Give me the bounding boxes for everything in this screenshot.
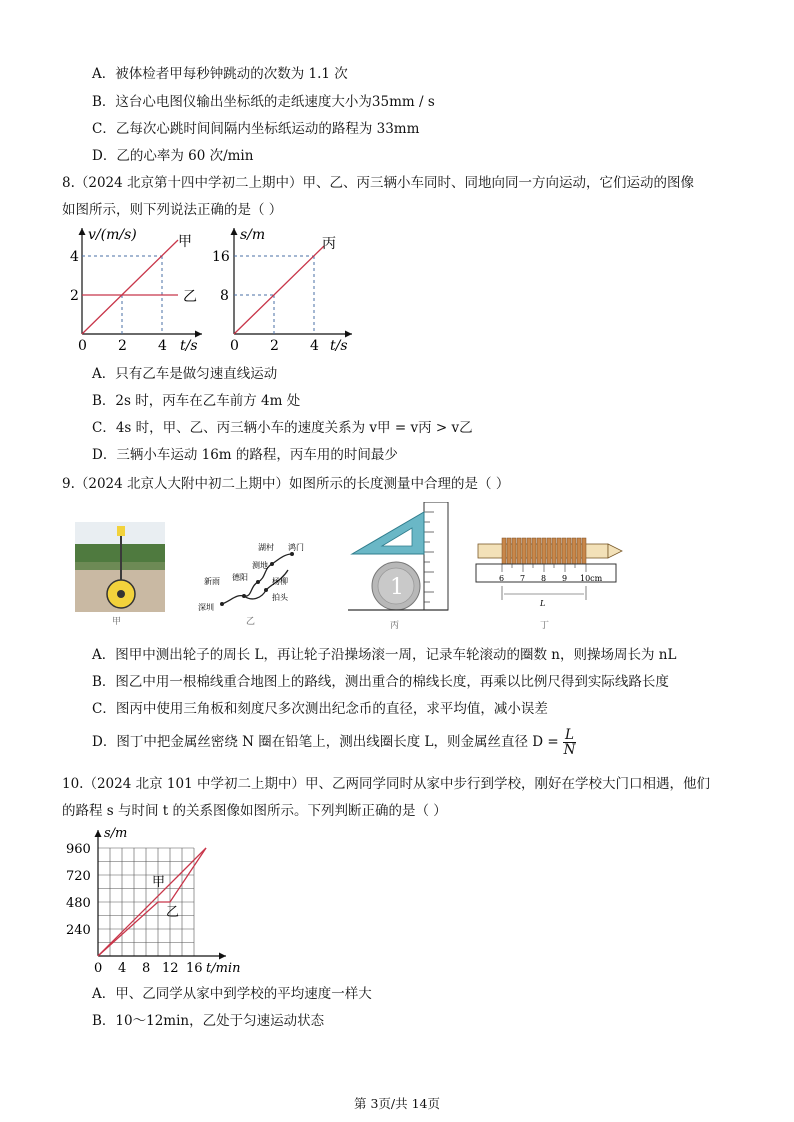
vt-xtick-4: 4 (158, 338, 167, 354)
map-label-7: 深圳 (198, 603, 214, 612)
vt-jia-label: 甲 (178, 234, 192, 250)
fraction-numerator: L (565, 727, 574, 743)
q9-option-c: C．图丙中使用三角板和刻度尺多次测出纪念币的直径，求平均值，减小误差 (92, 701, 548, 717)
map-label-8: 拍头 (272, 593, 288, 602)
q9-fig-bing (348, 502, 458, 614)
ruler-tick-7: 7 (520, 574, 526, 583)
map-label-6: 杨柳 (272, 577, 288, 586)
q8-option-a: A．只有乙车是做匀速直线运动 (92, 366, 278, 382)
vt-line-jia (82, 240, 178, 334)
q8-st-graph (210, 222, 360, 357)
q10-st-graph (66, 824, 251, 976)
ruler-tick-10: 10cm (580, 574, 603, 583)
q10-xtick-0: 0 (94, 961, 103, 976)
q9-fig-ding (472, 530, 624, 610)
q10-option-b: B．10～12min，乙处于匀速运动状态 (92, 1013, 325, 1029)
q10-xtick-8: 8 (142, 961, 151, 976)
q8-option-c: C．4s 时，甲、乙、丙三辆小车的速度关系为 v甲 = v丙 > v乙 (92, 420, 473, 436)
map-label-2: 鸿门 (288, 543, 304, 552)
vt-xtick-2: 2 (118, 338, 127, 354)
q7-option-a: A．被体检者甲每秒钟跳动的次数为 1.1 次 (92, 66, 348, 82)
q9-fig-jia-photo (75, 522, 165, 612)
ruler-L: L (540, 599, 546, 608)
vt-ytick-2: 2 (70, 288, 79, 304)
ruler-tick-9: 9 (562, 574, 568, 583)
vt-xlabel: t/s (180, 338, 198, 354)
fraction-denominator: N (563, 742, 576, 758)
st-xtick-4: 4 (310, 338, 319, 354)
q9-option-b: B．图乙中用一根棉线重合地图上的路线，测出重合的棉线长度，再乘以比例尺得到实际线路长度 (92, 674, 669, 690)
q8-option-b: B．2s 时，丙车在乙车前方 4m 处 (92, 393, 301, 409)
map-label-5: 新雨 (204, 577, 220, 586)
ruler-tick-8: 8 (541, 574, 547, 583)
st-ylabel: s/m (240, 227, 266, 243)
q9-option-a: A．图甲中测出轮子的周长 L，再让轮子沿操场滚一周，记录车轮滚动的圈数 n，则操场周长为 nL (92, 647, 677, 663)
q8-vt-graph (70, 222, 210, 357)
map-label-3: 测地 (252, 561, 268, 570)
q9-label-bing: 丙 (390, 621, 400, 631)
q8-stem-line1: 8.（2024 北京第十四中学初二上期中）甲、乙、丙三辆小车同时、同地向同一方向运动，它们运动的图像 (62, 175, 695, 191)
q8-stem-line2: 如图所示，则下列说法正确的是（ ） (62, 202, 283, 218)
q9-fig-yi-map (192, 540, 317, 618)
st-line-bing (234, 246, 324, 334)
fraction-L-over-N (563, 728, 576, 757)
q7-option-b: B．这台心电图仪输出坐标纸的走纸速度大小为35mm / s (92, 94, 435, 110)
st-xtick-2: 2 (270, 338, 279, 354)
q10-ytick-960: 960 (66, 842, 91, 857)
q9-label-ding: 丁 (540, 621, 550, 631)
coin-number: 1 (390, 575, 404, 600)
q10-jia-label: 甲 (152, 875, 166, 890)
q9-label-jia: 甲 (112, 617, 122, 627)
ruler-tick-6: 6 (499, 574, 505, 583)
vt-ytick-4: 4 (70, 249, 79, 265)
st-ytick-8: 8 (220, 288, 229, 304)
st-xtick-0: 0 (230, 338, 239, 354)
q9-label-yi: 乙 (246, 617, 256, 627)
q9-option-d (92, 728, 576, 757)
q7-option-d: D．乙的心率为 60 次/min (92, 148, 254, 164)
q9-stem: 9.（2024 北京人大附中初二上期中）如图所示的长度测量中合理的是（ ） (62, 476, 510, 492)
q10-stem-line1: 10.（2024 北京 101 中学初二上期中）甲、乙两同学同时从家中步行到学校，刚好在学校大门口相遇，他们 (62, 776, 710, 792)
q9-option-d-text: D．图丁中把金属丝密绕 N 圈在铅笔上，测出线圈长度 L，则金属丝直径 D = (92, 734, 559, 750)
q8-option-d: D．三辆小车运动 16m 的路程，丙车用的时间最少 (92, 447, 398, 463)
st-bing-label: 丙 (322, 236, 336, 252)
vt-ylabel: v/(m/s) (88, 227, 137, 243)
page-footer: 第 3页/共 14页 (353, 1096, 441, 1111)
q7-option-c: C．乙每次心跳时间间隔内坐标纸运动的路程为 33mm (92, 121, 420, 137)
q10-xtick-12: 12 (162, 961, 179, 976)
q10-xtick-4: 4 (118, 961, 127, 976)
q10-xlabel: t/min (206, 961, 241, 976)
st-xlabel: t/s (330, 338, 348, 354)
q10-ytick-240: 240 (66, 923, 91, 938)
vt-xtick-0: 0 (78, 338, 87, 354)
q10-yi-label: 乙 (166, 905, 180, 920)
map-label-4: 德阳 (232, 573, 248, 582)
q10-ytick-720: 720 (66, 869, 91, 884)
q10-ytick-480: 480 (66, 896, 91, 911)
vt-yi-label: 乙 (183, 289, 197, 305)
q10-ylabel: s/m (104, 826, 128, 841)
st-ytick-16: 16 (212, 249, 230, 265)
q10-xtick-16: 16 (186, 961, 203, 976)
q10-option-a: A．甲、乙同学从家中到学校的平均速度一样大 (92, 986, 372, 1002)
map-label-1: 湖村 (258, 543, 274, 552)
q10-stem-line2: 的路程 s 与时间 t 的关系图像如图所示。下列判断正确的是（ ） (62, 803, 447, 819)
